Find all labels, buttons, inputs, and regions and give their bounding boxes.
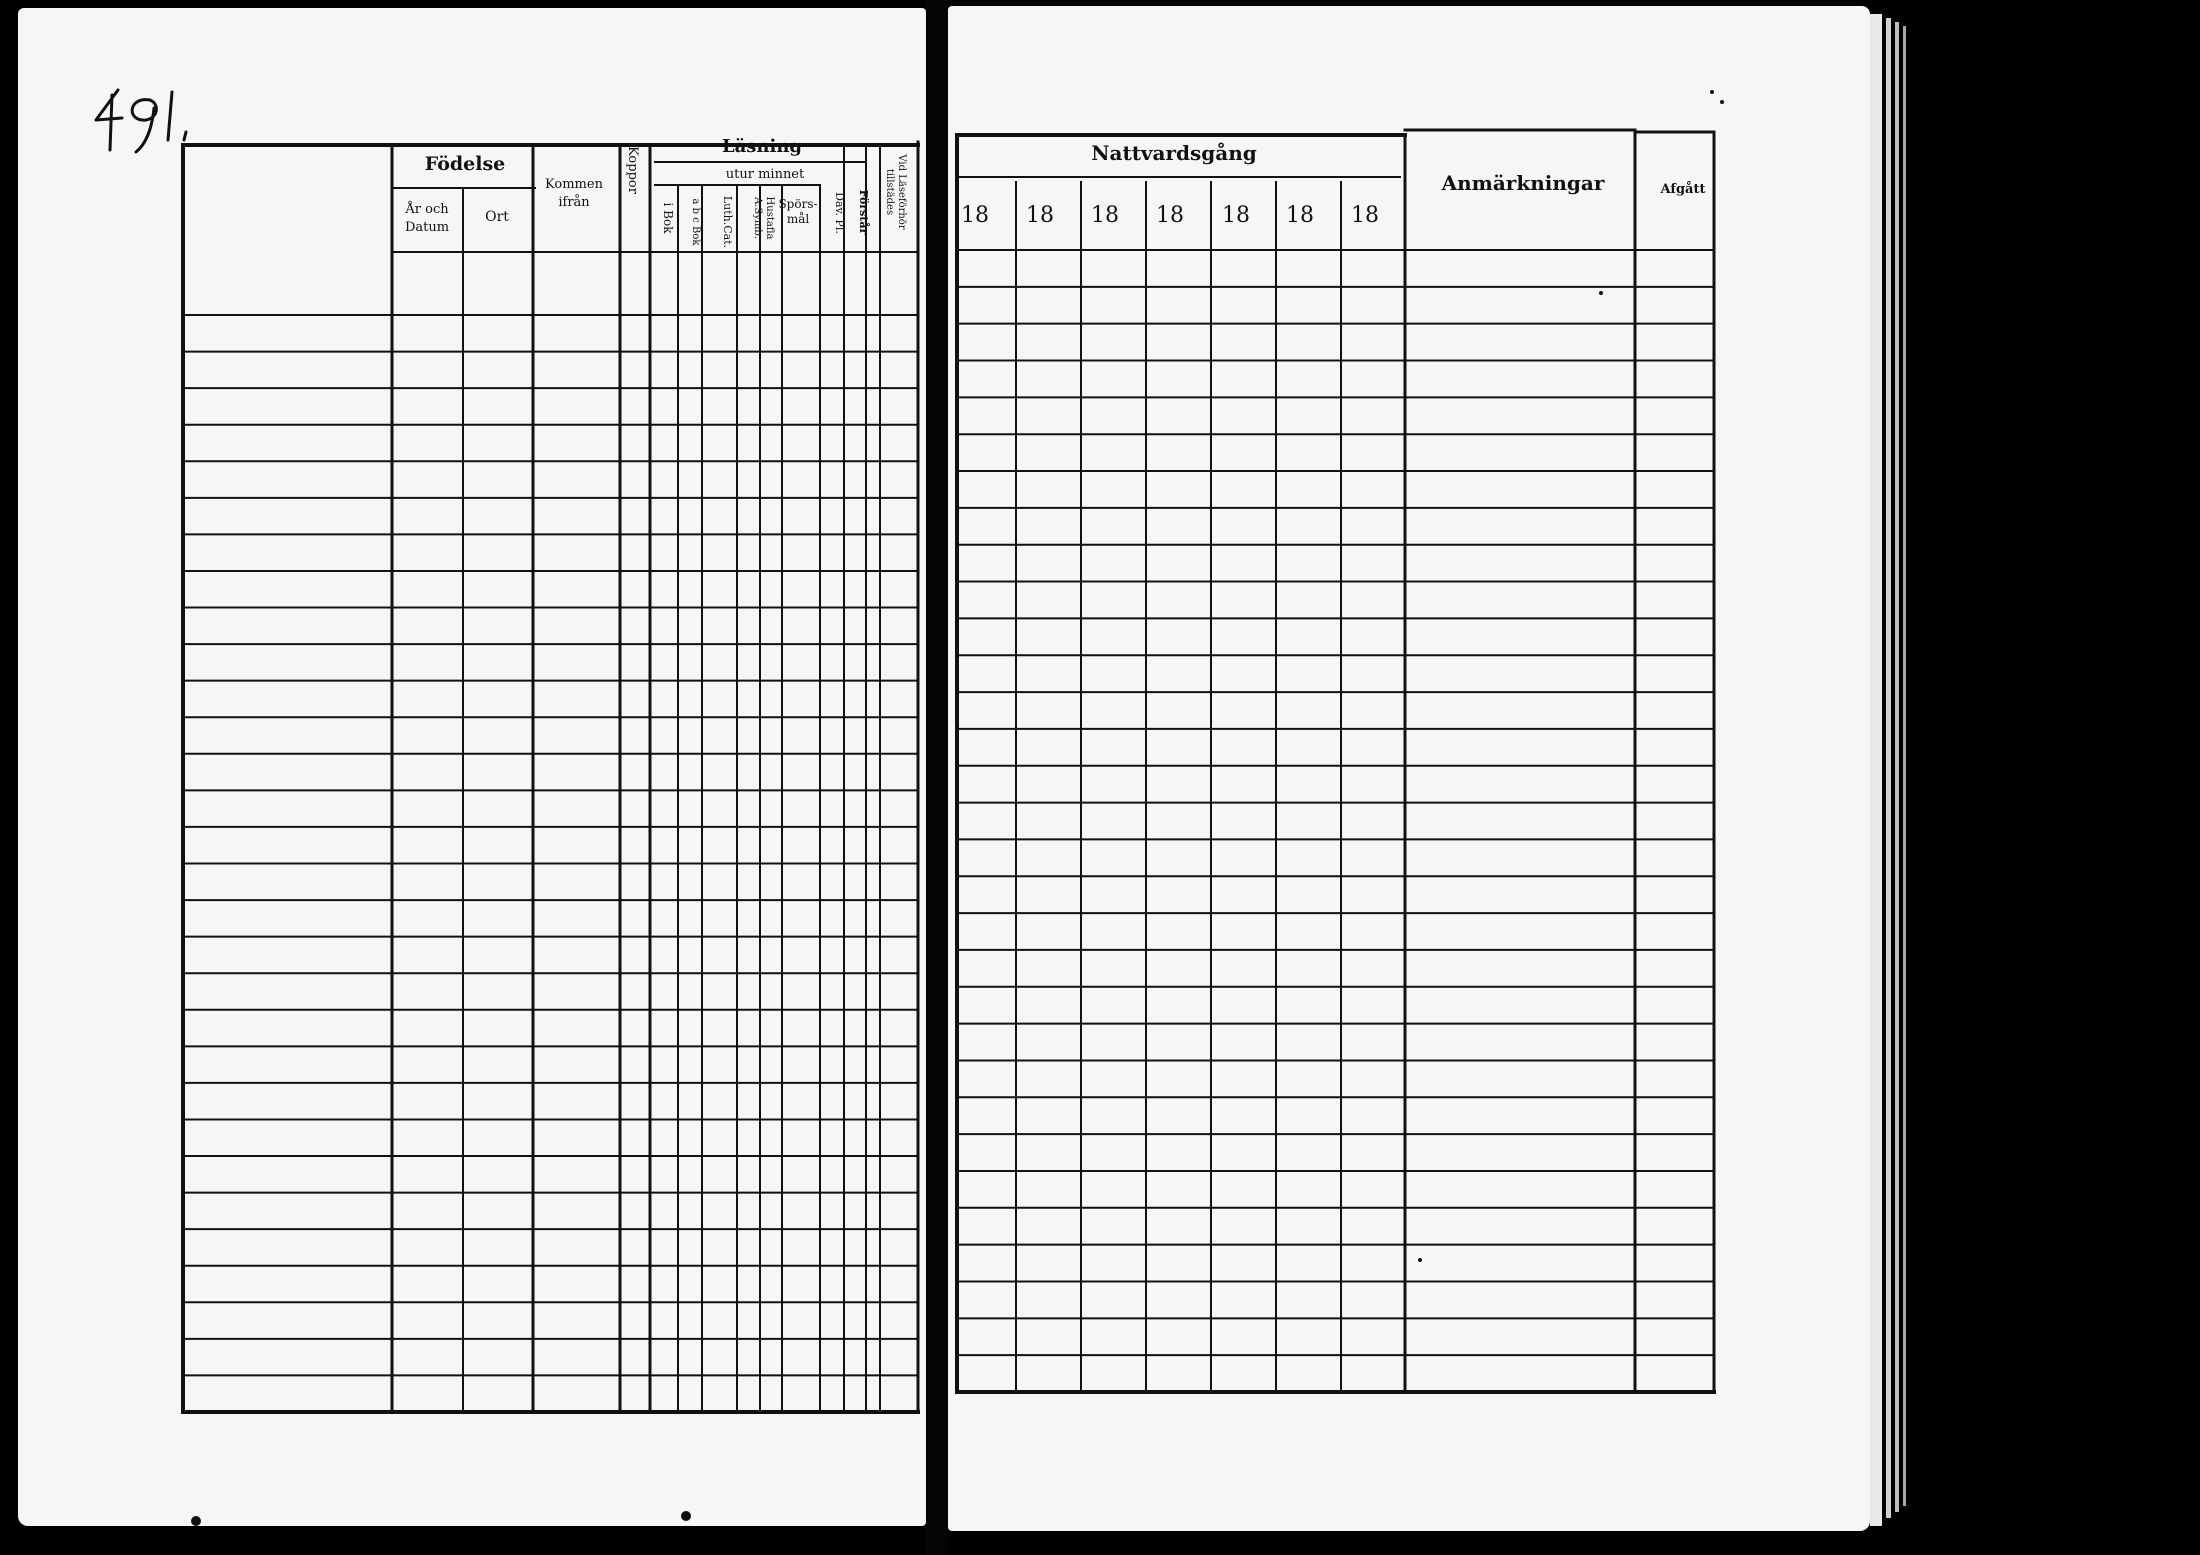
- header-forstar: Förstår: [857, 189, 870, 235]
- header-fodelse: Födelse: [424, 153, 506, 175]
- header-lasning: Läsning: [721, 136, 803, 157]
- header-anmarkningar: Anmärkningar: [1441, 171, 1605, 195]
- header-koppor: Koppor: [625, 146, 640, 194]
- header-utur-minnet: utur minnet: [725, 167, 805, 182]
- header-ort: Ort: [485, 209, 509, 225]
- year-prefix-label: 18: [961, 203, 989, 228]
- header-dav-pl: Dav. Pl.: [833, 192, 846, 234]
- header-luth-cat: Luth.Cat.: [721, 195, 734, 249]
- header-spors: Spörs-: [778, 197, 818, 211]
- header-afgatt: Afgått: [1660, 182, 1706, 197]
- year-prefix-label: 18: [1286, 203, 1314, 228]
- header-i-bok: i Bok: [661, 202, 675, 234]
- header-ar-och: År och: [405, 202, 449, 217]
- year-prefix-label: 18: [1222, 203, 1250, 228]
- year-prefix-label: 18: [1351, 203, 1379, 228]
- header-tillstades: tillstädes: [884, 168, 895, 216]
- year-prefix-cells: [961, 203, 1379, 228]
- folio-number: [96, 90, 186, 152]
- header-hustafla: Hustafla: [764, 196, 775, 240]
- header-vid-laseforhor: Vid Läseförhör: [896, 154, 907, 230]
- year-prefix-label: 18: [1091, 203, 1119, 228]
- year-prefix-label: 18: [1156, 203, 1184, 228]
- header-a-symb: A.Symb.: [752, 197, 763, 239]
- header-nattvardsgang: Nattvardsgång: [1091, 141, 1257, 165]
- header-datum: Datum: [404, 220, 450, 235]
- header-kommen: Kommen: [545, 177, 603, 192]
- header-abc-bok: a b c Bok: [690, 198, 701, 246]
- year-prefix-label: 18: [1026, 203, 1054, 228]
- header-mal: mål: [786, 212, 810, 226]
- header-ifran: ifrån: [558, 195, 590, 210]
